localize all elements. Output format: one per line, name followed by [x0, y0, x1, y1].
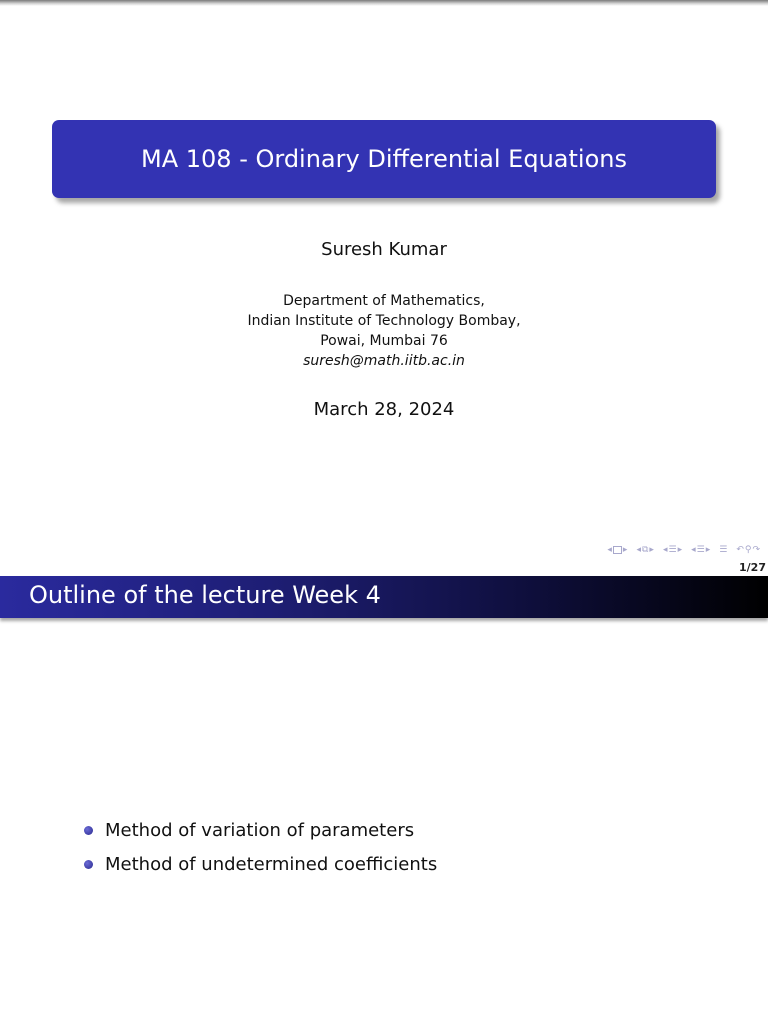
presentation-date: March 28, 2024 [313, 399, 455, 420]
institute-block [0, 291, 768, 371]
nav-search-icon[interactable]: ↶ ⚲ ↷ [736, 545, 760, 555]
list-item [84, 847, 437, 881]
list-item-text: Method of variation of parameters [105, 819, 415, 841]
nav-toc-icon[interactable]: ◂ ☰ ▸ [691, 545, 711, 555]
bullet-icon [84, 826, 93, 835]
list-item-text: Method of undetermined coefficients [105, 853, 438, 875]
slide-title: MA 108 - Ordinary Differential Equations [141, 145, 627, 173]
outline-list [84, 813, 437, 881]
institute-line: Department of Mathematics, [283, 293, 485, 309]
institute-line: Powai, Mumbai 76 [320, 333, 448, 349]
title-box [52, 120, 716, 198]
nav-frame-icon[interactable]: ◂ ▸ [607, 545, 628, 555]
nav-subsection-icon[interactable]: ◂ ⧉ ▸ [636, 545, 654, 555]
page-number: 1/27 [739, 561, 766, 574]
list-item [84, 813, 437, 847]
nav-align-icon[interactable]: ☰ [719, 545, 728, 555]
bullet-icon [84, 860, 93, 869]
nav-section-icon[interactable]: ◂ ☰ ▸ [662, 545, 683, 555]
author-email: suresh@math.iitb.ac.in [303, 353, 465, 369]
beamer-navigation-bar [601, 543, 760, 557]
institute-line: Indian Institute of Technology Bombay, [247, 313, 521, 329]
frame-title: Outline of the lecture Week 4 [29, 581, 381, 609]
top-shadow-divider [0, 0, 768, 6]
frame-title-bar [0, 576, 768, 618]
author-name: Suresh Kumar [321, 239, 447, 260]
